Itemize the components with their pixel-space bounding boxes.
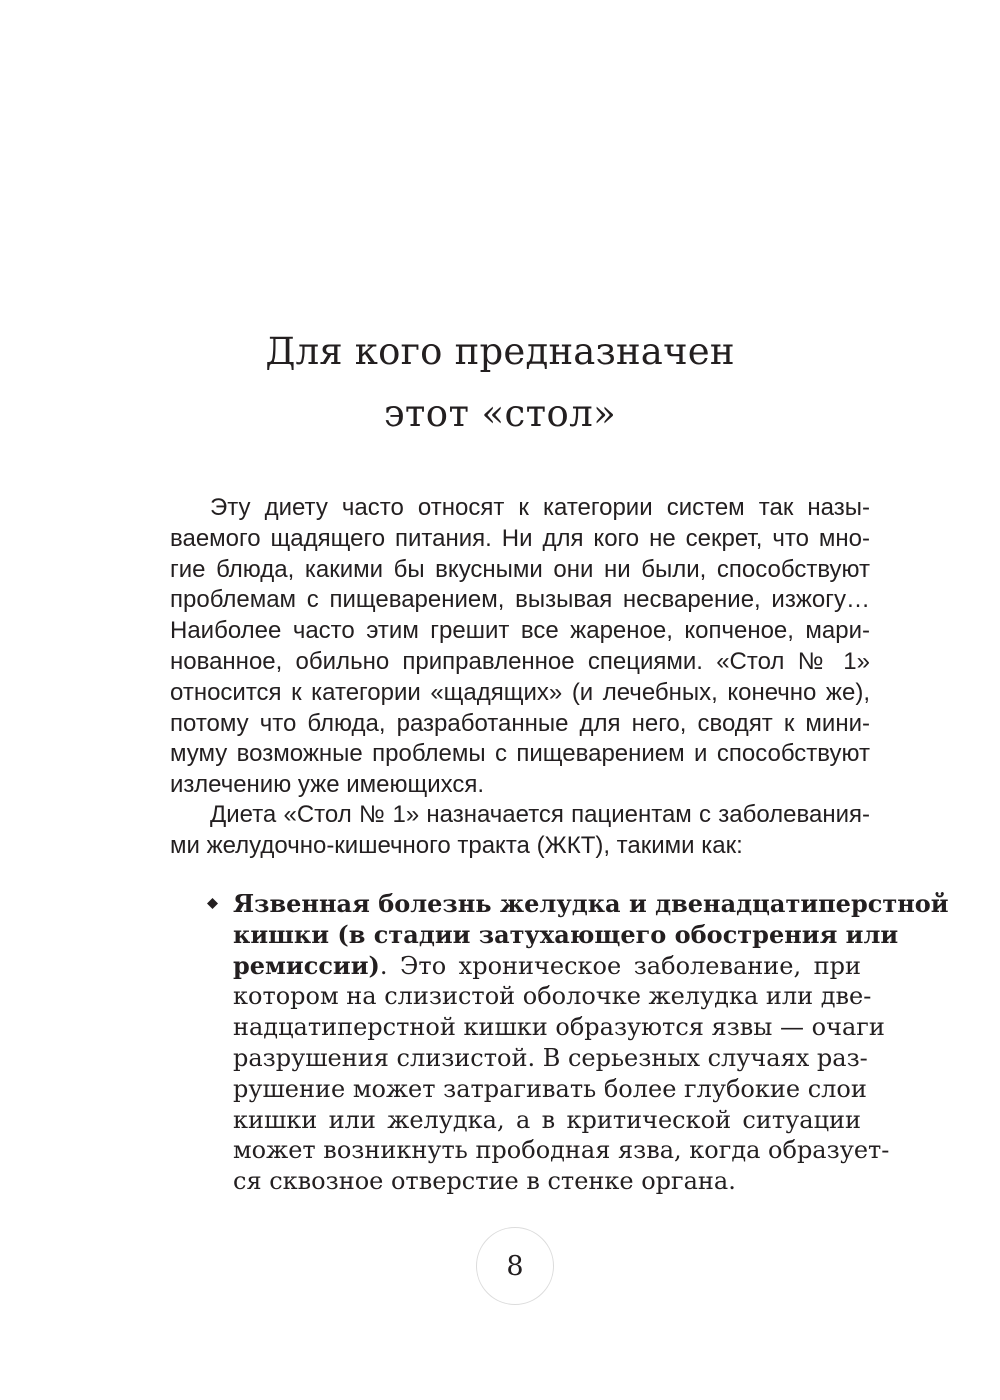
text-line: относится к категории «щадящих» (и лечебных, конечно же), bbox=[170, 678, 870, 706]
text-line: Наиболее часто этим грешит все жареное, копченое, мари- bbox=[170, 617, 870, 645]
page-number-badge bbox=[476, 1227, 554, 1305]
bullet-text-line: ся сквозное отверстие в стенке органа. bbox=[233, 1167, 736, 1196]
bullet-heading-end: ремиссии) bbox=[233, 950, 380, 980]
bullet-text-line: надцатиперстной кишки образуются язвы — очаги bbox=[233, 1013, 885, 1042]
chapter-title-line-2: этот «стол» bbox=[383, 392, 617, 435]
text-line: муму возможные проблемы с пищеварением и способствуют bbox=[170, 740, 870, 768]
bullet-item-ulcer bbox=[233, 889, 949, 1197]
text-line: потому что блюда, разработанные для него, сводят к мини- bbox=[170, 709, 870, 737]
page-number: 8 bbox=[506, 1250, 524, 1282]
bullet-text-line: рушение может затрагивать более глубокие слои bbox=[233, 1074, 867, 1103]
bullet-heading-line: кишки (в стадии затухающего обострения или bbox=[233, 919, 899, 949]
bullet-text-line: кишки или желудка, а в критической ситуации bbox=[233, 1105, 861, 1134]
text-line: Эту диету часто относят к категории систем так назы- bbox=[210, 494, 870, 521]
text-line: ваемого щадящего питания. Ни для кого не секрет, что мно- bbox=[170, 524, 870, 552]
text-line: ми желудочно-кишечного тракта (ЖКТ), такими как: bbox=[170, 831, 743, 859]
bullet-heading-line: Язвенная болезнь желудка и двенадцатиперстной bbox=[233, 889, 949, 918]
bullet-text-start: . Это хроническое заболевание, при bbox=[379, 951, 861, 980]
text-line: Диета «Стол № 1» назначается пациентам с заболевания- bbox=[210, 801, 870, 828]
text-line: гие блюда, какими бы вкусными они ни были, способствуют bbox=[170, 555, 870, 583]
text-line: излечению уже имеющихся. bbox=[170, 771, 485, 799]
bullet-text-line: котором на слизистой оболочке желудка или две- bbox=[233, 982, 872, 1011]
paragraph-intro bbox=[170, 493, 870, 801]
text-line: проблемам с пищеварением, вызывая несварение, изжогу… bbox=[170, 586, 870, 614]
bullet-text-line: разрушения слизистой. В серьезных случаях раз- bbox=[233, 1043, 868, 1072]
bullet-mixed-line bbox=[233, 951, 861, 982]
diamond-bullet-icon bbox=[207, 898, 218, 909]
text-line: нованное, обильно приправленное специями. «Стол № 1» bbox=[170, 647, 870, 675]
bullet-text-line: может возникнуть прободная язва, когда образует- bbox=[233, 1136, 890, 1165]
paragraph-diet bbox=[170, 800, 870, 862]
chapter-title-line-1: Для кого предназначен bbox=[265, 330, 735, 373]
